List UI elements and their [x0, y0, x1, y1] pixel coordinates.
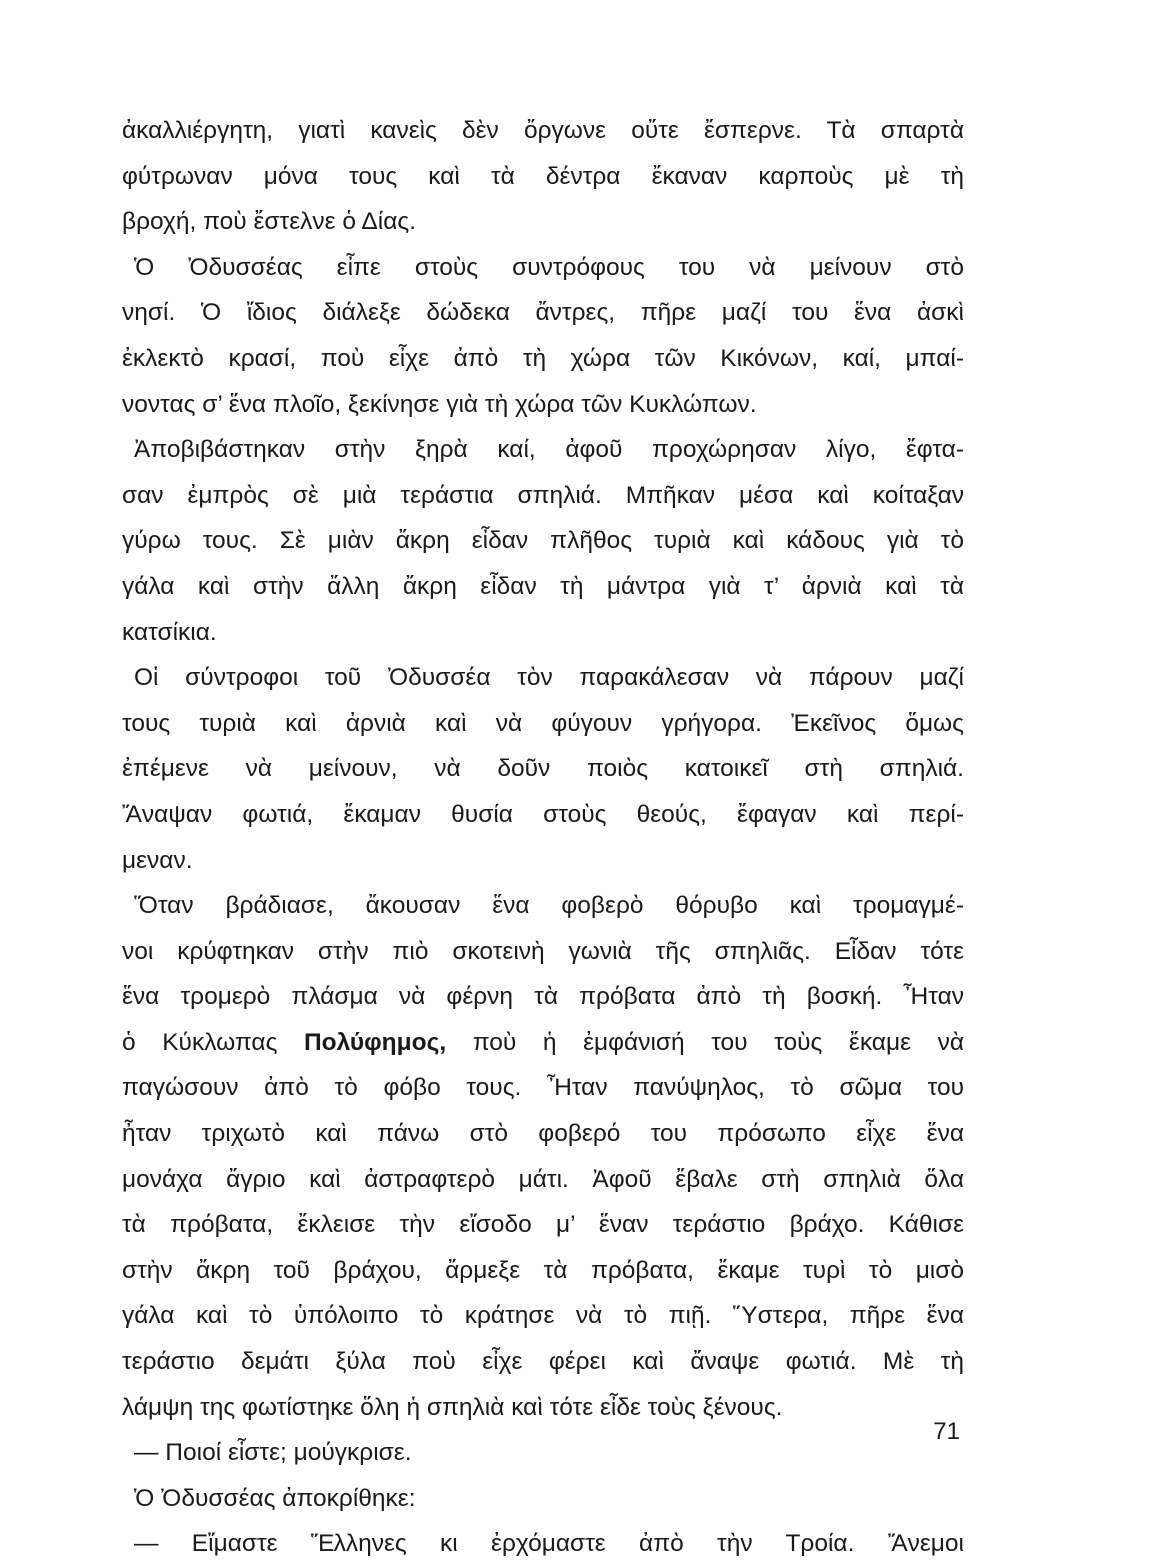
text-fragment: ὁ Κύκλωπας	[122, 1028, 304, 1056]
text-line: ἀκαλλιέργητη, γιατὶ κανεὶς δὲν ὄργωνε οὔτε ἔσπερνε. Τὰ σπαρτὰ	[122, 117, 964, 144]
text-line: Ὁ Ὀδυσσέας ἀποκρίθηκε:	[134, 1484, 416, 1512]
bold-name-polyphemus: Πολύφημος,	[303, 1028, 447, 1056]
text-line: μονάχα ἄγριο καὶ ἀστραφτερὸ μάτι. Ἀφοῦ ἔβαλε στὴ σπηλιὰ ὅλα	[122, 1165, 964, 1193]
text-line: Ἀποβιβάστηκαν στὴν ξηρὰ καί, ἀφοῦ προχώρησαν λίγο, ἔφτα-	[134, 436, 964, 464]
text-line: γάλα καὶ τὸ ὑπόλοιπο τὸ κράτησε νὰ τὸ πιῇ. Ὕστερα, πῆρε ἕνα	[122, 1302, 964, 1330]
text-line: νοντας σ’ ἕνα πλοῖο, ξεκίνησε γιὰ τὴ χώρα τῶν Κυκλώπων.	[122, 390, 757, 418]
text-line: τὰ πρόβατα, ἔκλεισε τὴν εἴσοδο μ’ ἕναν τεράστιο βράχο. Κάθισε	[122, 1211, 964, 1239]
text-fragment: ποὺ ἡ ἐμφάνισή του τοὺς ἔκαμε νὰ	[446, 1028, 964, 1056]
text-line: ἐκλεκτὸ κρασί, ποὺ εἶχε ἀπὸ τὴ χώρα τῶν Κικόνων, καί, μπαί-	[122, 344, 964, 372]
text-line-polyphemus	[122, 1020, 964, 1066]
page-number: 71	[933, 1418, 960, 1445]
text-line: κατσίκια.	[122, 618, 217, 646]
text-line: στὴν ἄκρη τοῦ βράχου, ἄρμεξε τὰ πρόβατα, ἔκαμε τυρὶ τὸ μισὸ	[122, 1256, 964, 1284]
text-line: Ὁ Ὀδυσσέας εἶπε στοὺς συντρόφους του νὰ μείνουν στὸ	[134, 253, 964, 281]
text-line: νησί. Ὁ ἴδιος διάλεξε δώδεκα ἄντρες, πῆρε μαζί του ἕνα ἀσκὶ	[122, 299, 964, 327]
text-line: βροχή, ποὺ ἔστελνε ὁ Δίας.	[122, 208, 417, 236]
text-line: Ὅταν βράδιασε, ἄκουσαν ἕνα φοβερὸ θόρυβο καὶ τρομαγμέ-	[134, 892, 964, 920]
text-line: ἦταν τριχωτὸ καὶ πάνω στὸ φοβερό του πρόσωπο εἶχε ἕνα	[122, 1120, 964, 1148]
text-line: Οἱ σύντροφοι τοῦ Ὀδυσσέα τὸν παρακάλεσαν νὰ πάρουν μαζί	[134, 664, 964, 692]
text-line: ἐπέμενε νὰ μείνουν, νὰ δοῦν ποιὸς κατοικεῖ στὴ σπηλιά.	[122, 755, 964, 783]
text-line: Ἄναψαν φωτιά, ἔκαμαν θυσία στοὺς θεούς, ἔφαγαν καὶ περί-	[122, 800, 964, 828]
text-line: λάμψη της φωτίστηκε ὅλη ἡ σπηλιὰ καὶ τότε εἶδε τοὺς ξένους.	[122, 1393, 783, 1421]
text-line: — Ποιοί εἶστε; μούγκρισε.	[134, 1439, 412, 1467]
text-line: τους τυριὰ καὶ ἀρνιὰ καὶ νὰ φύγουν γρήγορα. Ἐκεῖνος ὅμως	[122, 709, 964, 737]
text-line: μεναν.	[122, 846, 193, 874]
text-line: γύρω τους. Σὲ μιὰν ἄκρη εἶδαν πλῆθος τυριὰ καὶ κάδους γιὰ τὸ	[122, 527, 964, 555]
text-line: νοι κρύφτηκαν στὴν πιὸ σκοτεινὴ γωνιὰ τῆς σπηλιᾶς. Εἶδαν τότε	[122, 937, 964, 965]
body-text	[122, 108, 964, 1567]
text-line: σαν ἐμπρὸς σὲ μιὰ τεράστια σπηλιά. Μπῆκαν μέσα καὶ κοίταξαν	[122, 481, 964, 509]
text-line: παγώσουν ἀπὸ τὸ φόβο τους. Ἦταν πανύψηλος, τὸ σῶμα του	[122, 1074, 964, 1102]
text-line: τεράστιο δεμάτι ξύλα ποὺ εἶχε φέρει καὶ ἄναψε φωτιά. Μὲ τὴ	[122, 1348, 964, 1376]
text-line: — Εἴμαστε Ἕλληνες κι ἐρχόμαστε ἀπὸ τὴν Τροία. Ἄνεμοι	[134, 1530, 964, 1558]
text-line: γάλα καὶ στὴν ἄλλη ἄκρη εἶδαν τὴ μάντρα γιὰ τ’ ἀρνιὰ καὶ τὰ	[122, 572, 964, 600]
text-line: φύτρωναν μόνα τους καὶ τὰ δέντρα ἔκαναν καρποὺς μὲ τὴ	[122, 162, 964, 190]
text-line: ἕνα τρομερὸ πλάσμα νὰ φέρνη τὰ πρόβατα ἀπὸ τὴ βοσκή. Ἦταν	[122, 983, 964, 1011]
